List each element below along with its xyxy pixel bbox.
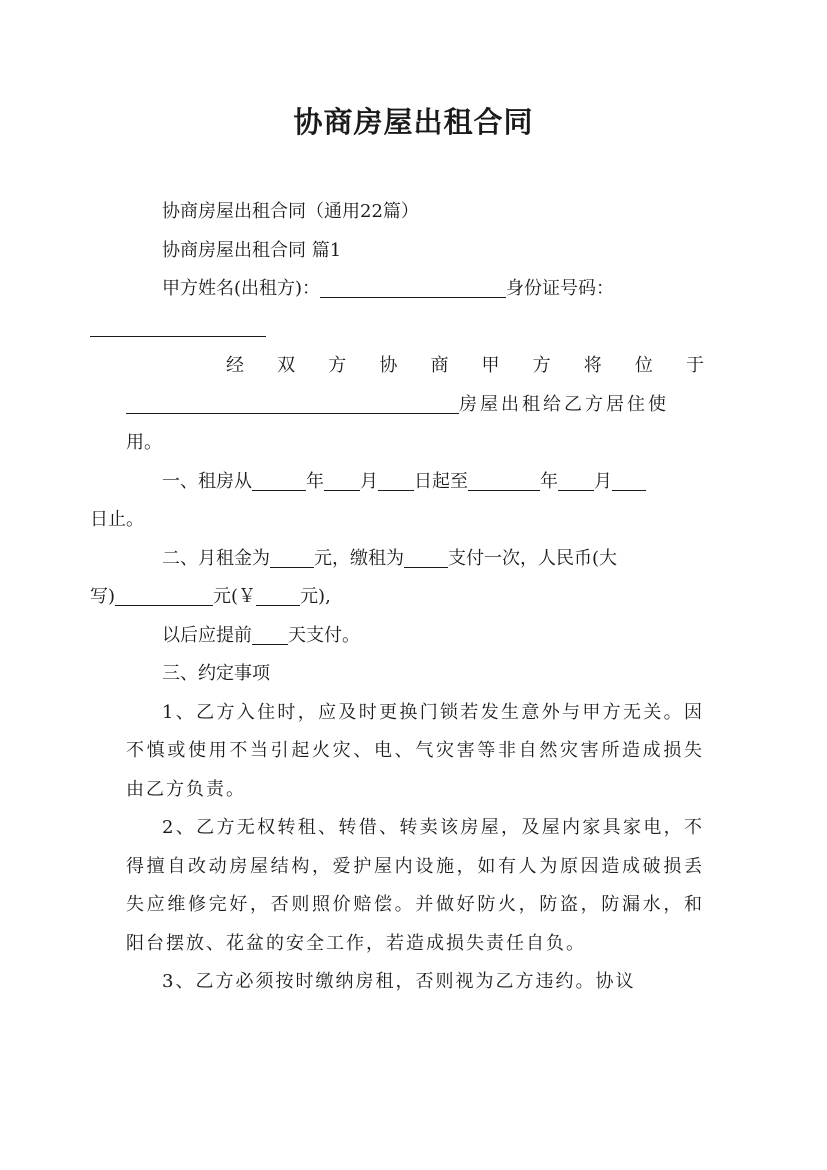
rent-yuan-label: 元，缴租为 xyxy=(314,547,404,569)
location-paragraph xyxy=(126,347,704,463)
term-start-year-blank xyxy=(252,470,306,491)
term-month-label: 月 xyxy=(360,470,378,492)
term-end-day-blank xyxy=(612,470,646,491)
party-a-line xyxy=(126,270,704,347)
rent-period-blank xyxy=(404,547,448,568)
rent-capital-blank xyxy=(115,585,213,606)
rent-amount-blank xyxy=(270,547,314,568)
clause-1: 1、乙方入住时，应及时更换门锁若发生意外与甲方无关。因不慎或使用不当引起火灾、电、气灾害等非自然灾害所造成损失由乙方负责。 xyxy=(126,701,704,800)
location-spaced-text: 经双方协商甲方将位于 xyxy=(226,355,704,376)
term-end-year-label: 年 xyxy=(540,470,558,492)
term-end-month-blank xyxy=(558,470,594,491)
location-blank xyxy=(126,393,459,414)
term-start-day-blank xyxy=(378,470,414,491)
term-end-month-label: 月 xyxy=(594,470,612,492)
document-body xyxy=(90,193,704,1002)
rent-yuan2-label: 元(￥ xyxy=(213,586,257,607)
rent-line2-prefix: 写) xyxy=(90,586,116,607)
term-start-month-blank xyxy=(324,470,360,491)
clause-2: 2、乙方无权转租、转借、转卖该房屋，及屋内家具家电，不得擅自改动房屋结构，爱护屋内设施，如有人为原因造成破损丢失应维修完好，否则照价赔偿。并做好防火，防盗，防漏水，和阳台摆放、花盆的安全工作，若造成损失责任自负。 xyxy=(126,817,704,954)
term-prefix: 一、租房从 xyxy=(162,470,252,492)
term-tail: 日止。 xyxy=(90,509,144,530)
advance-paragraph xyxy=(126,617,704,656)
clause-3: 3、乙方必须按时缴纳房租，否则视为乙方违约。协议 xyxy=(162,971,636,992)
term-until-label: 日起至 xyxy=(414,470,468,492)
location-after-blank: 房屋出租给乙方居住使 xyxy=(459,393,669,415)
rent-paragraph xyxy=(90,540,704,617)
party-a-id-blank xyxy=(90,316,266,337)
section-heading: 协商房屋出租合同 篇1 xyxy=(162,239,342,261)
document-subtitle: 协商房屋出租合同（通用22篇） xyxy=(162,201,419,222)
advance-prefix: 以后应提前 xyxy=(162,624,252,646)
party-a-name-label: 甲方姓名(出租方)： xyxy=(162,278,321,299)
party-a-name-blank xyxy=(320,277,506,298)
rent-prefix: 二、月租金为 xyxy=(162,547,270,569)
section-3-heading: 三、约定事项 xyxy=(162,663,270,684)
advance-suffix: 天支付。 xyxy=(288,624,360,646)
rent-pay-once: 支付一次，人民币(大 xyxy=(448,547,618,569)
term-year-label: 年 xyxy=(306,470,324,492)
document-title: 协商房屋出租合同 xyxy=(293,105,534,139)
term-paragraph xyxy=(90,463,704,540)
rent-number-blank xyxy=(256,585,300,606)
term-end-year-blank xyxy=(468,470,540,491)
rent-close: 元), xyxy=(300,586,331,607)
party-a-id-label: 身份证号码： xyxy=(506,278,615,299)
location-tail: 用。 xyxy=(126,432,162,453)
advance-days-blank xyxy=(252,624,288,645)
